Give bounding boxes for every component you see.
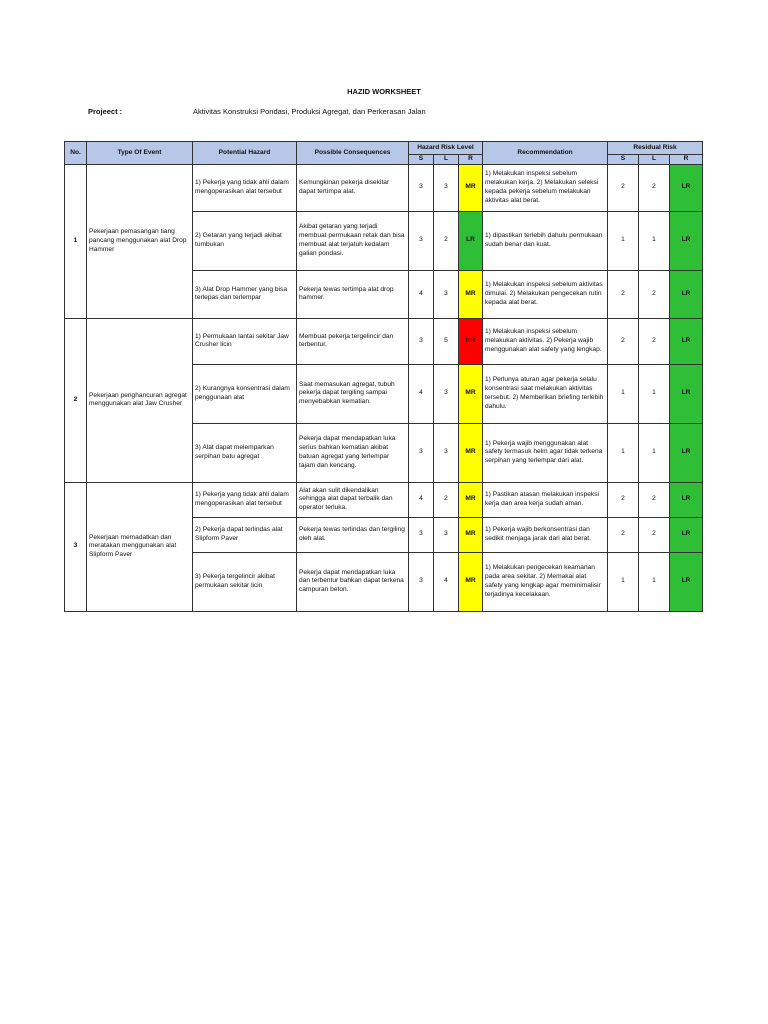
header-hrl-r: R xyxy=(459,155,483,165)
recommendation: 1) Perlunya aturan agar pekerja selalu konsentrasi saat melakukan aktivitas tersebut. 2) Memberikan briefing terlebih dahulu. xyxy=(483,364,608,423)
residual-likelihood: 2 xyxy=(639,270,670,318)
residual-severity: 2 xyxy=(608,482,639,517)
header-residual-s: S xyxy=(608,155,639,165)
residual-risk-badge: LR xyxy=(670,318,703,364)
header-residual-l: L xyxy=(639,155,670,165)
residual-severity: 1 xyxy=(608,364,639,423)
recommendation: 1) dipastikan terlebih dahulu permukaan sudah benar dan kuat. xyxy=(483,211,608,270)
hazard-likelihood: 3 xyxy=(434,364,459,423)
hazard-risk-badge: MR xyxy=(459,552,483,611)
recommendation: 1) Pekerja wajib menggunakan alat safety termasuk helm agar tidak terkena serpihan yang terlempar dari alat. xyxy=(483,423,608,482)
hazard-likelihood: 3 xyxy=(434,423,459,482)
residual-likelihood: 1 xyxy=(639,552,670,611)
event-type: Pekerjaan penghancuran agregat menggunakan alat Jaw Crusher xyxy=(87,318,193,482)
hazard-severity: 3 xyxy=(409,517,434,552)
worksheet-title: HAZID WORKSHEET xyxy=(347,87,421,96)
hazard-risk-badge: MR xyxy=(459,423,483,482)
table-row xyxy=(65,164,703,211)
residual-risk-badge: LR xyxy=(670,517,703,552)
potential-hazard: 1) Pekerja yang tidak ahli dalam mengoperasikan alat tersebut xyxy=(193,482,297,517)
potential-hazard: 3) Alat Drop Hammer yang bisa terlepas dan terlempar xyxy=(193,270,297,318)
residual-likelihood: 2 xyxy=(639,517,670,552)
potential-hazard: 1) Permukaan lantai sekitar Jaw Crusher licin xyxy=(193,318,297,364)
recommendation: 1) Pastikan atasan melakukan inspeksi kerja dan area kerja sudah aman. xyxy=(483,482,608,517)
recommendation: 1) Melakukan inspeksi sebelum melakukan kerja. 2) Melakukan seleksi kepada pekerja sebelum melakukan aktivitas alat berat. xyxy=(483,164,608,211)
recommendation: 1) Pekerja wajib berkonsentrasi dan sedikit menjaga jarak dari alat berat. xyxy=(483,517,608,552)
header-residual-r: R xyxy=(670,155,703,165)
header-hrl-s: S xyxy=(409,155,434,165)
residual-severity: 2 xyxy=(608,318,639,364)
hazard-risk-badge: LR xyxy=(459,211,483,270)
hazid-table xyxy=(64,141,703,612)
hazard-likelihood: 5 xyxy=(434,318,459,364)
residual-risk-badge: LR xyxy=(670,423,703,482)
residual-likelihood: 1 xyxy=(639,211,670,270)
header-no: No. xyxy=(65,142,87,165)
recommendation: 1) Melakukan pengecekan keamanan pada area sekitar. 2) Memakai alat safety yang lengkap agar meminimalisir terjadinya kecelakaan. xyxy=(483,552,608,611)
hazard-severity: 3 xyxy=(409,211,434,270)
residual-likelihood: 2 xyxy=(639,318,670,364)
group-number: 1 xyxy=(65,164,87,318)
hazard-likelihood: 2 xyxy=(434,211,459,270)
hazard-severity: 3 xyxy=(409,423,434,482)
hazard-risk-badge: HR xyxy=(459,318,483,364)
hazard-risk-badge: MR xyxy=(459,270,483,318)
event-type: Pekerjaan pemasangan tiang pancang menggunakan alat Drop Hammer xyxy=(87,164,193,318)
possible-consequence: Membuat pekerja tergelincir dan terbentur. xyxy=(297,318,409,364)
residual-severity: 2 xyxy=(608,270,639,318)
hazard-severity: 4 xyxy=(409,482,434,517)
possible-consequence: Akibat getaran yang terjadi membuat permukaan retak dan bisa membuat alat terjatuh kedalam galian pondasi. xyxy=(297,211,409,270)
hazard-risk-badge: MR xyxy=(459,517,483,552)
hazard-severity: 3 xyxy=(409,318,434,364)
header-recommendation: Recommendation xyxy=(483,142,608,165)
hazard-severity: 3 xyxy=(409,552,434,611)
residual-likelihood: 1 xyxy=(639,423,670,482)
potential-hazard: 3) Alat dapat melemparkan serpihan batu agregat xyxy=(193,423,297,482)
residual-risk-badge: LR xyxy=(670,364,703,423)
header-potential-hazard: Potential Hazard xyxy=(193,142,297,165)
potential-hazard: 2) Getaran yang terjadi akibat tumbukan xyxy=(193,211,297,270)
table-row xyxy=(65,318,703,364)
hazard-severity: 4 xyxy=(409,270,434,318)
residual-risk-badge: LR xyxy=(670,164,703,211)
residual-severity: 2 xyxy=(608,517,639,552)
possible-consequence: Pekerja tewas terlindas dan tergiling oleh alat. xyxy=(297,517,409,552)
residual-risk-badge: LR xyxy=(670,552,703,611)
table-row xyxy=(65,482,703,517)
hazard-likelihood: 3 xyxy=(434,517,459,552)
residual-likelihood: 1 xyxy=(639,364,670,423)
possible-consequence: Kemungkinan pekerja disekitar dapat tertimpa alat. xyxy=(297,164,409,211)
hazard-likelihood: 3 xyxy=(434,164,459,211)
residual-severity: 1 xyxy=(608,211,639,270)
header-type-of-event: Type Of Event xyxy=(87,142,193,165)
group-number: 2 xyxy=(65,318,87,482)
hazard-risk-badge: MR xyxy=(459,482,483,517)
possible-consequence: Pekerja dapat mendapatkan luka dan terbentur bahkan dapat terkena campuran beton. xyxy=(297,552,409,611)
header-hrl-l: L xyxy=(434,155,459,165)
residual-likelihood: 2 xyxy=(639,482,670,517)
recommendation: 1) Melakukan inspeksi sebelum melakukan aktivitas. 2) Pekerja wajib menggunakan alat safety yang lengkap. xyxy=(483,318,608,364)
residual-severity: 1 xyxy=(608,423,639,482)
hazard-likelihood: 4 xyxy=(434,552,459,611)
potential-hazard: 2) Pekerja dapat terlindas alat Slipform Paver xyxy=(193,517,297,552)
hazard-risk-badge: MR xyxy=(459,364,483,423)
potential-hazard: 1) Pekerja yang tidak ahli dalam mengoperasikan alat tersebut xyxy=(193,164,297,211)
hazard-likelihood: 3 xyxy=(434,270,459,318)
event-type: Pekerjaan memadatkan dan meratakan menggunakan alat Slipform Paver xyxy=(87,482,193,611)
possible-consequence: Alat akan sulit dikendalikan sehingga alat dapat terbalik dan operator terluka. xyxy=(297,482,409,517)
hazard-severity: 3 xyxy=(409,164,434,211)
project-label: Projeect : xyxy=(88,107,123,116)
possible-consequence: Saat memasukan agregat, tubuh pekerja dapat tergiling sampai menyebabkan kematian. xyxy=(297,364,409,423)
residual-risk-badge: LR xyxy=(670,270,703,318)
residual-likelihood: 2 xyxy=(639,164,670,211)
residual-severity: 1 xyxy=(608,552,639,611)
header-possible-consequences: Possible Consequences xyxy=(297,142,409,165)
recommendation: 1) Melakukan inspeksi sebelum aktivitas dimulai. 2) Melakukan pengecekan rutin kepada alat berat. xyxy=(483,270,608,318)
potential-hazard: 2) Kurangnya konsentrasi dalam penggunaan alat xyxy=(193,364,297,423)
project-value: Aktivitas Konstruksi Pondasi, Produksi Agregat, dan Perkerasan Jalan xyxy=(193,107,426,116)
hazard-likelihood: 2 xyxy=(434,482,459,517)
header-residual-risk: Residual Risk xyxy=(608,142,703,155)
header-hazard-risk-level: Hazard Risk Level xyxy=(409,142,483,155)
possible-consequence: Pekerja tewas tertimpa alat drop hammer. xyxy=(297,270,409,318)
potential-hazard: 3) Pekerja tergelincir akibat permukaan sekitar licin xyxy=(193,552,297,611)
residual-severity: 2 xyxy=(608,164,639,211)
hazard-risk-badge: MR xyxy=(459,164,483,211)
hazard-severity: 4 xyxy=(409,364,434,423)
group-number: 3 xyxy=(65,482,87,611)
residual-risk-badge: LR xyxy=(670,211,703,270)
possible-consequence: Pekerja dapat mendapatkan luka serius bahkan kematian akibat batuan agregat yang terlempar tajam dan kencang. xyxy=(297,423,409,482)
residual-risk-badge: LR xyxy=(670,482,703,517)
